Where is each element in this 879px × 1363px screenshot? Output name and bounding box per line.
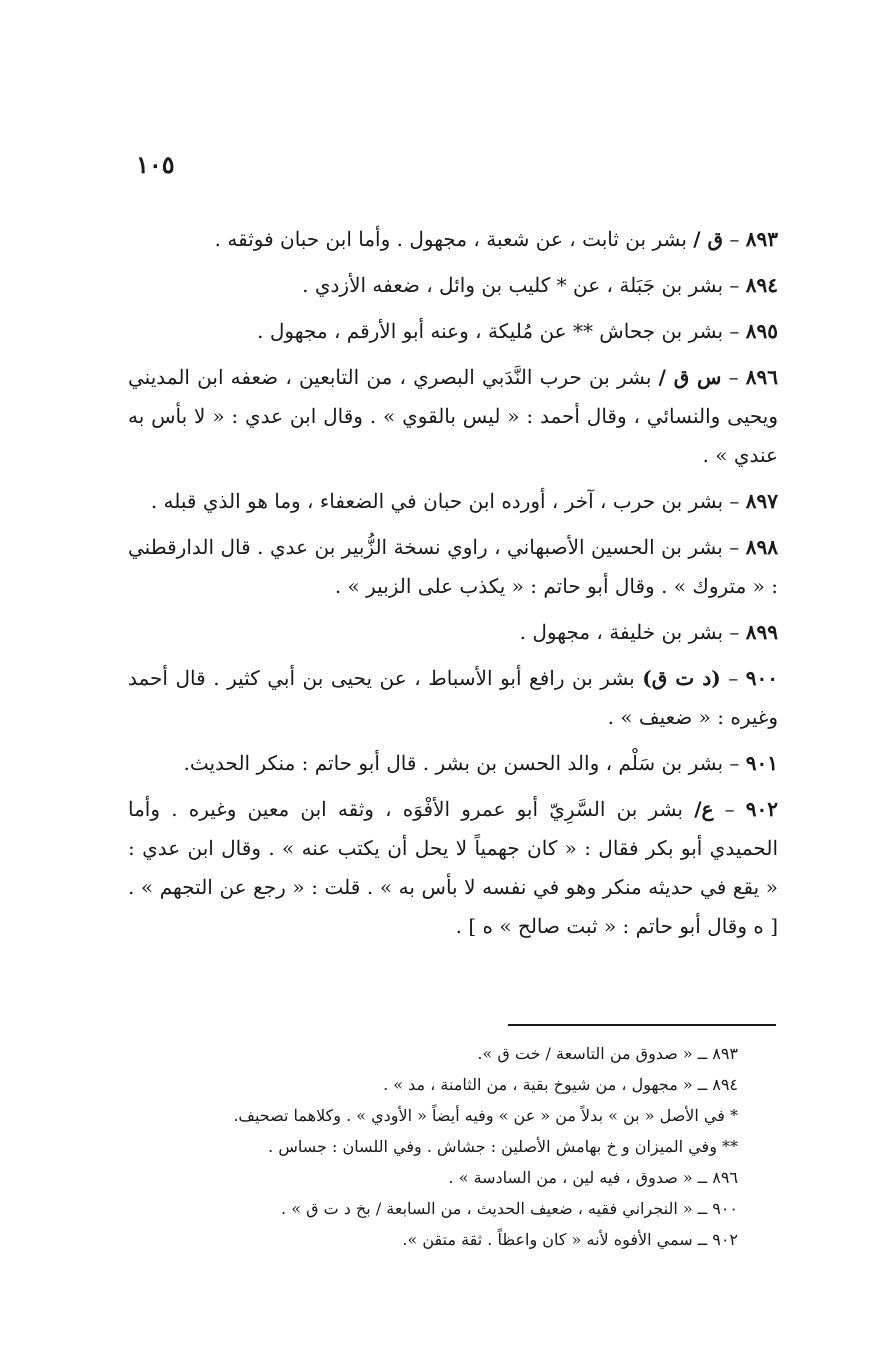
entry-text: بشر بن حرب النَّدَبي البصري ، من التابعين ، ضعفه ابن المديني ويحيى والنسائي ، وقال أحمد : « ليس بالقوي » . وقال ابن عدي : « لا بأس به عندي » . [128, 365, 778, 467]
entry: ٩٠٠ – (د ت ق) بشر بن رافع أبو الأسباط ، عن يحيى بن أبي كثير . قال أحمد وغيره : « ضعيف » . [128, 666, 779, 729]
entry-number: ٨٩٨ [745, 535, 778, 559]
entry-text: بشر بن جحاش ** عن مُليكة ، وعنه أبو الأرقم ، مجهول . [257, 319, 724, 343]
entry: ٩٠١ – بشر بن سَلْم ، والد الحسن بن بشر . قال أبو حاتم : منكر الحديث. [183, 751, 778, 775]
entry: ٨٩٤ – بشر بن جَبَلة ، عن * كليب بن وائل ، ضعفه الأزدي . [302, 273, 778, 297]
entry-sigla: ع/ [694, 797, 714, 821]
entry: ٨٩٥ – بشر بن جحاش ** عن مُليكة ، وعنه أبو الأرقم ، مجهول . [257, 319, 778, 343]
entry-number: ٩٠٠ [745, 666, 779, 690]
footnote: ** وفي الميزان و خ بهامش الأصلين : جشاش . وفي اللسان : جساس . [268, 1137, 738, 1156]
entry-text: بشر بن حرب ، آخر ، أورده ابن حبان في الضعفاء ، وما هو الذي قبله . [150, 489, 724, 513]
entry-number: ٨٩٥ [745, 319, 778, 343]
entry-number: ٨٩٧ [745, 489, 778, 513]
footnote: ٩٠٢ ــ سمي الأفوه لأنه « كان واعظاً . ثقة متقن ». [402, 1230, 738, 1249]
footnotes [128, 1038, 738, 1255]
entry: ٨٩٦ – س ق / بشر بن حرب النَّدَبي البصري ، من التابعين ، ضعفه ابن المديني ويحيى والنسائي ، وقال أحمد : « ليس بالقوي » . وقال ابن عدي : « لا بأس به عندي » . [128, 365, 779, 467]
entry: ٩٠٢ – ع/ بشر بن السَّرِيّ أبو عمرو الأفْوَه ، وثقه ابن معين وغيره . وأما الحميدي أبو بكر فقال : « كان جهمياً لا يحل أن يكتب عنه » . وقال ابن عدي : « يقع في حديثه منكر وهو في نفسه لا بأس به » . قلت : « رجع عن التجهم » . [ ه وقال أبو حاتم : « ثبت صالح » ه ] . [128, 797, 779, 938]
entry-number: ٨٩٤ [745, 273, 778, 297]
footnote: * في الأصل « بن » بدلاً من « عن » وفيه أيضاً « الأودي » . وكلاهما تصحيف. [233, 1106, 738, 1125]
entry-sigla: (د ت ق) [642, 666, 721, 690]
entry-number: ٨٩٦ [745, 365, 779, 389]
footnote: ٨٩٦ ــ « صدوق ، فيه لين ، من السادسة » . [448, 1168, 738, 1187]
entry-text: بشر بن سَلْم ، والد الحسن بن بشر . قال أبو حاتم : منكر الحديث. [183, 751, 724, 775]
entry-sigla: س ق / [658, 365, 722, 389]
footnote-divider [508, 1024, 776, 1026]
entry-text: بشر بن رافع أبو الأسباط ، عن يحيى بن أبي كثير . قال أحمد وغيره : « ضعيف » . [128, 666, 778, 729]
entry-text: بشر بن جَبَلة ، عن * كليب بن وائل ، ضعفه الأزدي . [302, 273, 724, 297]
entry: ٨٩٧ – بشر بن حرب ، آخر ، أورده ابن حبان في الضعفاء ، وما هو الذي قبله . [150, 489, 778, 513]
entry-text: بشر بن ثابت ، عن شعبة ، مجهول . وأما ابن حبان فوثقه . [214, 227, 687, 251]
entry-text: بشر بن الحسين الأصبهاني ، راوي نسخة الزُّبير بن عدي . قال الدارقطني : « متروك » . وقال أبو حاتم : « يكذب على الزبير » . [128, 535, 778, 598]
entry: ٨٩٨ – بشر بن الحسين الأصبهاني ، راوي نسخة الزُّبير بن عدي . قال الدارقطني : « متروك » . وقال أبو حاتم : « يكذب على الزبير » . [128, 535, 778, 598]
footnote: ٩٠٠ ــ « النجراني فقيه ، ضعيف الحديث ، من السابعة / بخ د ت ق » . [281, 1199, 738, 1218]
page-number: ١٠٥ [136, 150, 175, 179]
entry-number: ٩٠١ [745, 751, 778, 775]
footnote: ٨٩٣ ــ « صدوق من التاسعة / خت ق ». [477, 1044, 738, 1063]
entry-number: ٨٩٩ [745, 620, 778, 644]
entry-number: ٨٩٣ [745, 227, 778, 251]
footnote: ٨٩٤ ــ « مجهول ، من شيوخ بقية ، من الثامنة ، مد » . [383, 1075, 738, 1094]
entry: ٨٩٣ – ق / بشر بن ثابت ، عن شعبة ، مجهول . وأما ابن حبان فوثقه . [214, 227, 778, 251]
entries [128, 220, 778, 953]
entry-sigla: ق / [693, 227, 724, 251]
entry-text: بشر بن خليفة ، مجهول . [519, 620, 724, 644]
entry: ٨٩٩ – بشر بن خليفة ، مجهول . [519, 620, 778, 644]
entry-text: بشر بن السَّرِيّ أبو عمرو الأفْوَه ، وثقه ابن معين وغيره . وأما الحميدي أبو بكر فقال : « كان جهمياً لا يحل أن يكتب عنه » . وقال ابن عدي : « يقع في حديثه منكر وهو في نفسه لا بأس به » . قلت : « رجع عن التجهم » . [ ه وقال أبو حاتم : « ثبت صالح » ه ] . [128, 797, 778, 938]
entry-number: ٩٠٢ [745, 797, 779, 821]
